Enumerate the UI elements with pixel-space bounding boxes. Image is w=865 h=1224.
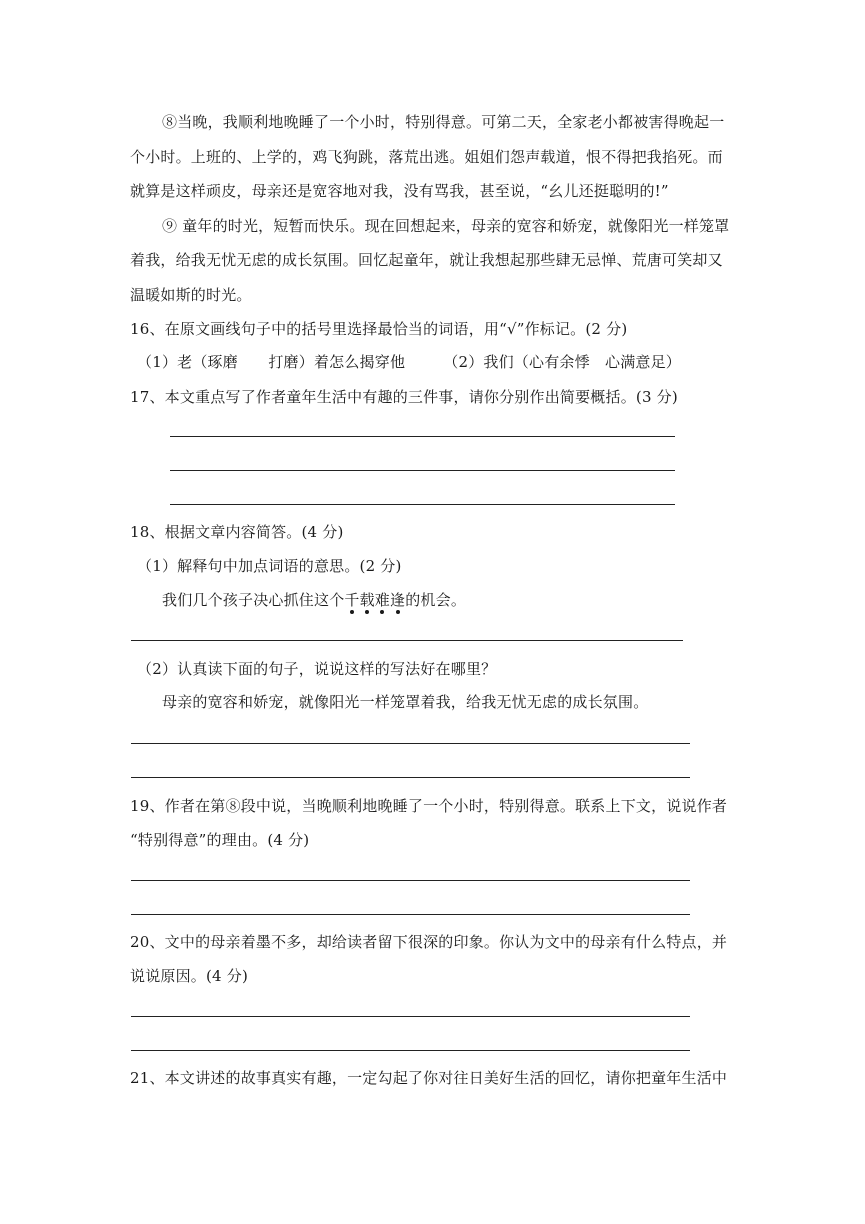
question-20-line-2: 说说原因。(4 分) [130,967,249,985]
question-20-line-1: 20、文中的母亲着墨不多，却给读者留下很深的印象。你认为文中的母亲有什么特点，并 [130,933,728,951]
question-16: 16、在原文画线句子中的括号里选择最恰当的词语，用“√”作标记。(2 分) [130,320,628,338]
answer-line-19-1[interactable] [131,880,690,881]
paragraph-9-line-1: ⑨ 童年的时光，短暂而快乐。现在回想起来，母亲的宽容和娇宠，就像阳光一样笼罩 [162,217,730,235]
paragraph-8-line-2: 个小时。上班的、上学的，鸡飞狗跳，落荒出逃。姐姐们怨声载道，恨不得把我掐死。而 [130,148,723,166]
dotted-word-text: 千载难逢 [344,591,406,609]
question-18-2: （2）认真读下面的句子，说说这样的写法好在哪里？ [137,660,497,678]
answer-line-17-2[interactable] [170,470,675,471]
answer-line-19-2[interactable] [131,914,690,915]
answer-line-17-3[interactable] [170,504,675,505]
sentence-before: 我们几个孩子决心抓住这个 [162,591,345,609]
answer-line-18-2-2[interactable] [131,777,690,778]
question-19-line-1: 19、作者在第⑧段中说，当晚顺利地晚睡了一个小时，特别得意。联系上下文，说说作者 [130,797,728,815]
paragraph-8-line-3: 就算是这样顽皮，母亲还是宽容地对我，没有骂我，甚至说，“幺儿还挺聪明的!” [130,182,669,200]
question-18: 18、根据文章内容简答。(4 分) [130,523,344,541]
answer-line-18-2-1[interactable] [131,743,690,744]
paragraph-9-line-2: 着我，给我无忧无虑的成长氛围。回忆起童年，就让我想起那些肆无忌惮、荒唐可笑却又 [130,251,723,269]
answer-line-20-2[interactable] [131,1050,690,1051]
question-21-line-1: 21、本文讲述的故事真实有趣，一定勾起了你对往日美好生活的回忆，请你把童年生活中 [130,1069,728,1087]
answer-line-18-1[interactable] [131,640,683,641]
question-18-2-sentence: 母亲的宽容和娇宠，就像阳光一样笼罩着我，给我无忧无虑的成长氛围。 [162,693,649,711]
answer-line-17-1[interactable] [170,436,675,437]
dotted-word [344,591,405,609]
question-19-line-2: “特别得意”的理由。(4 分) [130,831,310,849]
question-18-1: （1）解释句中加点词语的意思。(2 分) [137,557,402,575]
paragraph-8-line-1: ⑧当晚，我顺利地晚睡了一个小时，特别得意。可第二天，全家老小都被害得晚起一 [162,113,725,131]
sentence-after: 的机会。 [405,591,467,609]
answer-line-20-1[interactable] [131,1016,690,1017]
question-17: 17、本文重点写了作者童年生活中有趣的三件事，请你分别作出简要概括。(3 分) [130,388,678,406]
emphasis-dots [344,610,405,614]
question-16-options: （1）老（琢磨 打磨）着怎么揭穿他 （2）我们（心有余悸 心满意足） [137,353,681,371]
question-18-1-sentence [162,588,772,612]
paragraph-9-line-3: 温暖如斯的时光。 [130,286,252,304]
